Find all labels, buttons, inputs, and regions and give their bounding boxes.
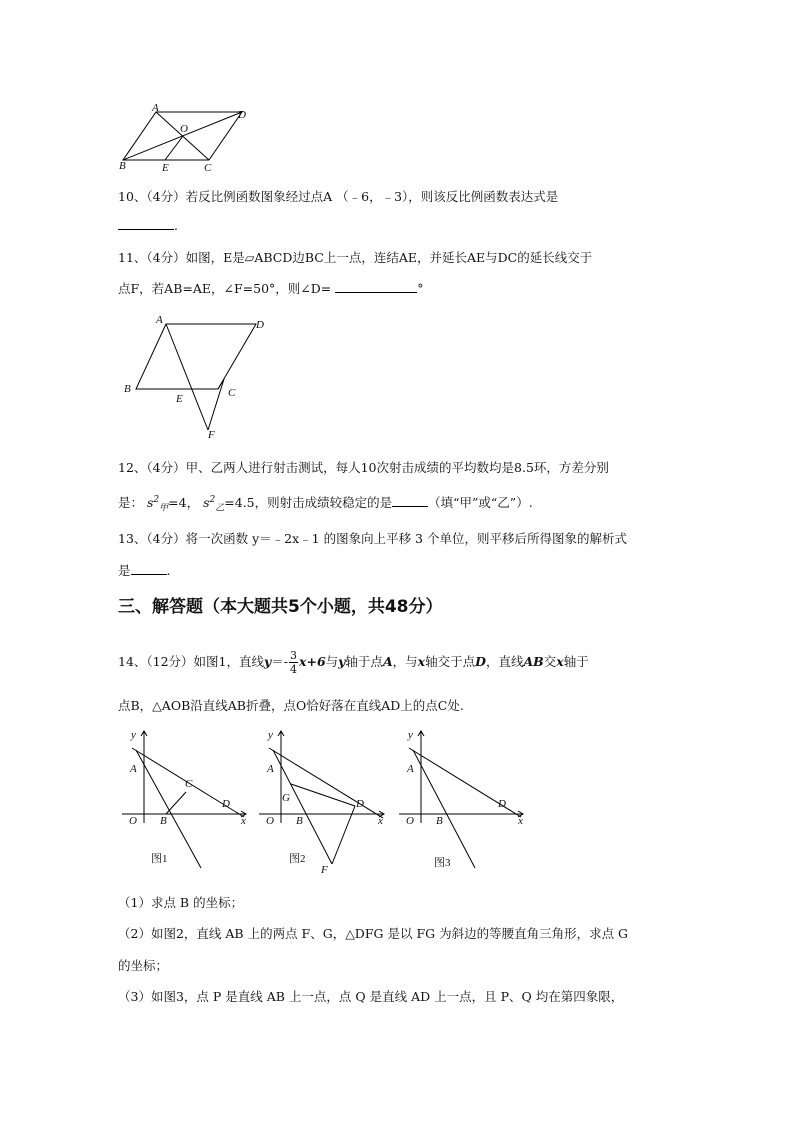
label-d: D — [498, 798, 506, 810]
question-14-part3: （3）如图3，点 P 是直线 AB 上一点，点 Q 是直线 AD 上一点，且 P、Q 均在第四象限， — [118, 989, 624, 1004]
coordinate-figure-1 — [118, 728, 250, 873]
label-y: y — [408, 729, 413, 741]
parallelogram-figure-2 — [118, 310, 278, 445]
label-d: D — [222, 798, 230, 810]
label-f: F — [208, 429, 215, 441]
question-13-line1: 13、（4分）将一次函数 y＝﹣2x﹣1 的图象向上平移 3 个单位，则平移后所得图象的解析式 — [118, 531, 627, 546]
answer-blank-11 — [335, 280, 417, 293]
answer-blank-10 — [118, 217, 174, 230]
label-c: C — [204, 162, 212, 174]
label-a: A — [407, 763, 414, 775]
question-12-line2: 是： $s^2_甲=4$， $s^2_乙=4.5$，则射击成绩较稳定的是 （填“甲”或“乙”）. — [118, 495, 533, 514]
question-11-line1: 11、（4分）如图，E是▱ABCD边BC上一点，连结AE，并延长AE与DC的延长线交于 — [118, 250, 593, 265]
label-c: C — [185, 778, 193, 790]
question-14-part2-line1: （2）如图2，直线 AB 上的两点 F、G，△DFG 是以 FG 为斜边的等腰直角三角形，求点 G — [118, 926, 629, 941]
question-10-line1: 10、（4分）若反比例函数图象经过点A （﹣6，﹣3），则该反比例函数表达式是 — [118, 189, 559, 204]
label-d: D — [256, 319, 264, 331]
label-g: G — [282, 792, 290, 804]
fraction-3-4: $\frac{3}{4}$ — [290, 649, 298, 676]
question-11-line2: 点F，若AB=AE，∠F=50°，则∠D= ° — [118, 281, 424, 296]
coordinate-figure-3 — [395, 728, 527, 873]
section-3-title: 三、解答题（本大题共5个小题，共48分） — [118, 597, 443, 617]
variance-jia: $s^2_甲$ — [147, 495, 169, 514]
label-d: D — [356, 798, 364, 810]
label-y: y — [268, 729, 273, 741]
label-x: x — [518, 815, 523, 827]
label-b: B — [436, 815, 443, 827]
figure-3-caption: 图3 — [434, 857, 451, 869]
label-e: E — [176, 393, 183, 405]
label-y: y — [131, 729, 136, 741]
label-d: D — [238, 109, 246, 121]
label-a: A — [267, 763, 274, 775]
figure-2-caption: 图2 — [289, 853, 306, 865]
coordinate-figure-2 — [255, 728, 390, 878]
question-10-line2: . — [118, 217, 178, 235]
label-b: B — [160, 815, 167, 827]
variance-yi: $s^2_乙$ — [203, 495, 225, 514]
label-c: C — [228, 387, 236, 399]
question-12-line1: 12、（4分）甲、乙两人进行射击测试，每人10次射击成绩的平均数均是8.5环，方差分别 — [118, 460, 609, 475]
label-x: x — [378, 815, 383, 827]
question-13-line2: 是 . — [118, 563, 171, 578]
answer-blank-13 — [131, 562, 167, 575]
figure-1-caption: 图1 — [151, 853, 168, 865]
label-o: O — [129, 815, 137, 827]
label-x: x — [241, 815, 246, 827]
label-a: A — [156, 314, 163, 326]
label-a: A — [152, 102, 159, 114]
label-o: O — [406, 815, 414, 827]
question-14-part1: （1）求点 B 的坐标； — [118, 895, 244, 910]
label-f: F — [321, 864, 328, 876]
parallelogram-figure-1 — [118, 102, 258, 174]
label-b: B — [296, 815, 303, 827]
answer-blank-12 — [392, 494, 428, 507]
label-b: B — [124, 383, 131, 395]
question-14-line1: 14、（12分）如图1，直线y＝- $\frac{3}{4}$ x+6与y轴于点A，与x轴交于点D，直线AB交x轴于 — [118, 649, 589, 676]
label-a: A — [130, 763, 137, 775]
label-b: B — [119, 160, 126, 172]
question-14-part2-line2: 的坐标； — [118, 958, 169, 973]
question-14-line2: 点B，△AOB沿直线AB折叠，点O恰好落在直线AD上的点C处. — [118, 698, 464, 713]
label-o: O — [266, 815, 274, 827]
label-o: O — [180, 123, 188, 135]
label-e: E — [162, 162, 169, 174]
